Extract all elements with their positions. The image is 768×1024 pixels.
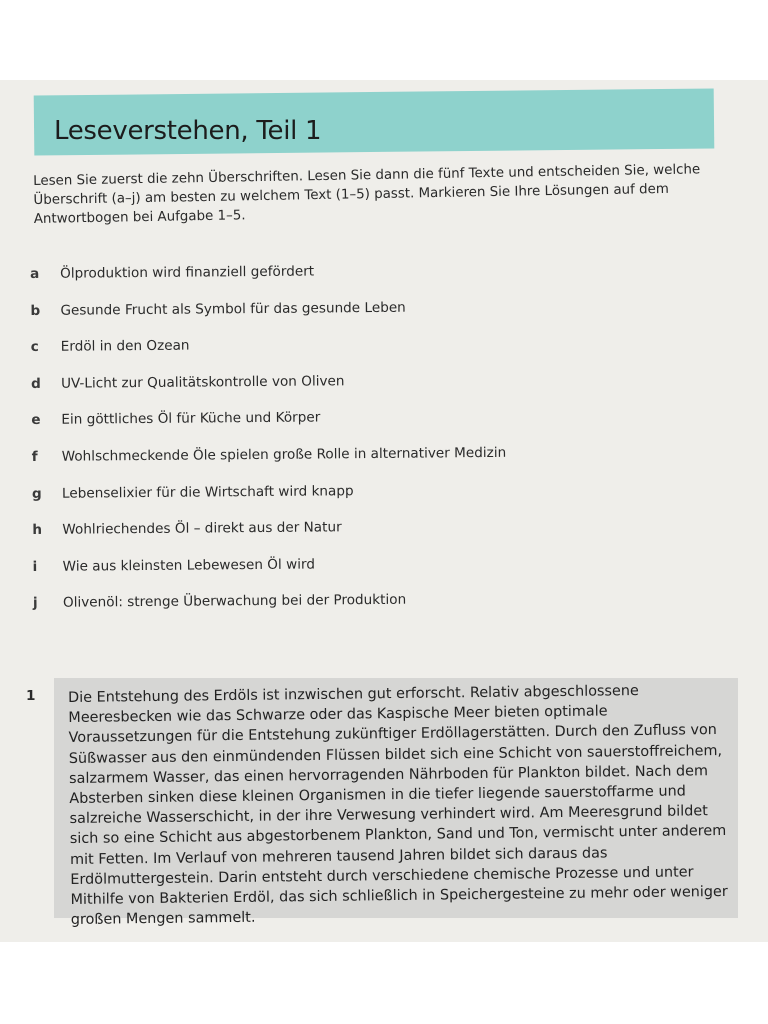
heading-text: Ölproduktion wird finanziell gefördert [60,263,315,282]
text-number: 1 [26,688,36,704]
heading-text: Ein göttliches Öl für Küche und Körper [61,409,321,429]
heading-item-j [31,588,591,629]
heading-letter: e [31,412,41,429]
heading-letter: i [32,558,38,575]
heading-letter: h [32,522,43,539]
reading-text-body: Die Entstehung des Erdöls ist inzwischen gut erforscht. Relativ abgeschlossene Meeresbecken wie das Schwarze oder das Kaspische Meer bieten optimale Voraussetzungen für die Entstehung zukünftiger Erdöllagerstätten. Durch den Zufluss von Süßwasser aus den einmündenden Flüssen bildet sich eine Schicht von sauerstoffreichem, salzarmem Wasser, das einen hervorragenden Nährboden für Plankton bildet. Nach dem Absterben sinken diese kleinen Organismen in die tiefer liegende sauerstoffarme und salzreiche Wasserschicht, in der ihre Verwesung verhindert wird. Am Meeresgrund bildet sich so eine Schicht aus abgestorbenem Plankton, Sand und Ton, vermischt unter anderem mit Fetten. Im Verlauf von mehreren tausend Jahren bildet sich daraus das Erdölmuttergestein. Darin entsteht durch verschiedene chemische Prozesse und unter Mithilfe von Bakterien Erdöl, das sich schließlich in Speichergesteine zu mehr oder weniger großen Mengen sammelt. [68,683,728,929]
heading-item-h [30,515,590,556]
heading-letter: a [30,265,40,282]
heading-text: Erdöl in den Ozean [60,337,190,355]
task-instructions: Lesen Sie zuerst die zehn Überschriften. Lesen Sie dann die fünf Texte und entscheiden Sie, welche Überschrift (a–j) am besten zu welchem Text (1–5) passt. Markieren Sie Ihre Lösungen auf dem Antwortbogen bei Aufgabe 1–5. [33,162,701,227]
page-title: Leseverstehen, Teil 1 [54,116,322,146]
heading-item-g [30,479,590,520]
heading-letter: c [30,339,39,356]
heading-letter: b [30,302,41,319]
heading-item-c [29,332,589,373]
heading-letter: d [30,375,41,392]
heading-letter: g [31,485,42,502]
heading-text: Wie aus kleinsten Lebewesen Öl wird [62,556,315,575]
heading-letter: f [31,448,38,465]
heading-text: UV-Licht zur Qualitätskontrolle von Oliven [60,373,345,392]
heading-text: Lebenselixier für die Wirtschaft wird knapp [61,482,354,502]
heading-item-d [29,369,589,410]
heading-text: Olivenöl: strenge Überwachung bei der Produktion [62,592,407,612]
heading-item-a [28,259,588,300]
heading-text: Gesunde Frucht als Symbol für das gesunde Leben [60,299,406,319]
heading-text: Wohlriechendes Öl – direkt aus der Natur [62,519,342,538]
heading-item-f [30,442,590,483]
heading-item-e [29,405,589,446]
heading-item-b [28,296,588,337]
heading-text: Wohlschmeckende Öle spielen große Rolle in alternativer Medizin [61,444,507,465]
heading-letter: j [32,595,38,612]
book-page [0,80,768,942]
heading-item-i [31,552,591,593]
heading-list [28,259,591,630]
